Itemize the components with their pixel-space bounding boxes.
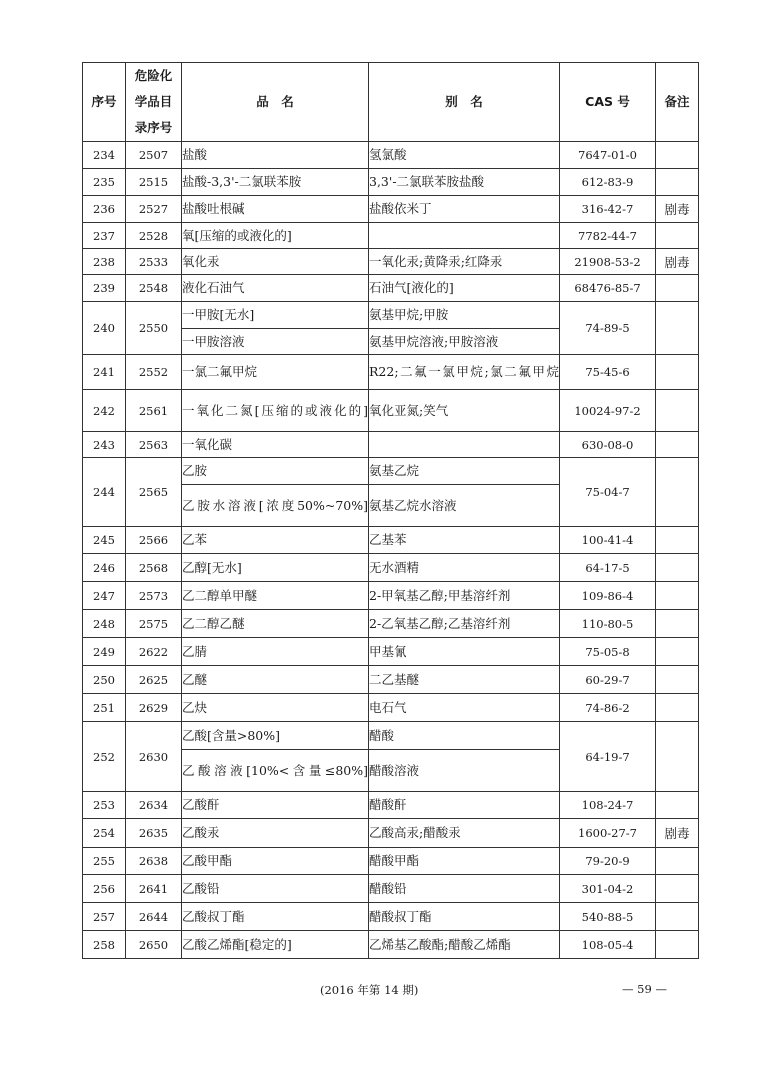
- alias-cell: 醋酸铅: [369, 875, 560, 903]
- header-catalog-line: 录序号: [134, 120, 173, 135]
- cas-cell: 316-42-7: [560, 196, 656, 223]
- note-cell: 剧毒: [656, 196, 699, 223]
- note-cell: [656, 610, 699, 638]
- note-cell: 剧毒: [656, 249, 699, 275]
- seq-cell: 257: [83, 903, 126, 931]
- alias-cell: 氨基甲烷溶液;甲胺溶液: [369, 329, 560, 355]
- alias-cell: 乙酸高汞;醋酸汞: [369, 819, 560, 848]
- name-cell: 盐酸-3,3'-二氯联苯胺: [182, 169, 369, 196]
- name-cell: 一氧化碳: [182, 432, 369, 458]
- name-cell: 乙酸酐: [182, 792, 369, 819]
- cas-cell: 108-24-7: [560, 792, 656, 819]
- alias-cell: 乙基苯: [369, 527, 560, 554]
- catalog-cell: 2533: [126, 249, 182, 275]
- table-row: [83, 554, 699, 582]
- note-cell: [656, 390, 699, 432]
- seq-cell: 237: [83, 223, 126, 249]
- table-row: [83, 931, 699, 959]
- table-row: [83, 666, 699, 694]
- alias-cell: 一氧化汞;黄降汞;红降汞: [369, 249, 560, 275]
- seq-cell: 243: [83, 432, 126, 458]
- alias-cell: 醋酸叔丁酯: [369, 903, 560, 931]
- note-cell: [656, 142, 699, 169]
- name-cell: 乙苯: [182, 527, 369, 554]
- alias-cell: 电石气: [369, 694, 560, 722]
- note-cell: [656, 638, 699, 666]
- alias-cell: [369, 432, 560, 458]
- table-row: [83, 792, 699, 819]
- name-cell: 乙酸乙烯酯[稳定的]: [182, 931, 369, 959]
- cas-cell: 301-04-2: [560, 875, 656, 903]
- cas-cell: 110-80-5: [560, 610, 656, 638]
- alias-cell: 3,3'-二氯联苯胺盐酸: [369, 169, 560, 196]
- alias-cell: 氨基甲烷;甲胺: [369, 302, 560, 329]
- alias-cell: [369, 223, 560, 249]
- cas-cell: 75-45-6: [560, 355, 656, 390]
- cas-cell: 75-04-7: [560, 458, 656, 527]
- seq-cell: 238: [83, 249, 126, 275]
- name-cell: 一甲胺溶液: [182, 329, 369, 355]
- seq-cell: 255: [83, 848, 126, 875]
- catalog-cell: 2575: [126, 610, 182, 638]
- seq-cell: 256: [83, 875, 126, 903]
- note-cell: [656, 792, 699, 819]
- name-cell: 一氧化二氮[压缩的或液化的]: [182, 390, 369, 432]
- note-cell: [656, 694, 699, 722]
- table-row: [83, 432, 699, 458]
- issue-label: (2016 年第 14 期): [320, 983, 419, 997]
- seq-cell: 245: [83, 527, 126, 554]
- cas-cell: 79-20-9: [560, 848, 656, 875]
- alias-cell: 石油气[液化的]: [369, 275, 560, 302]
- table-row: [83, 196, 699, 223]
- note-cell: [656, 554, 699, 582]
- alias-cell: 二乙基醚: [369, 666, 560, 694]
- seq-cell: 247: [83, 582, 126, 610]
- name-cell: 乙酸铅: [182, 875, 369, 903]
- catalog-cell: 2568: [126, 554, 182, 582]
- header-catalog-line: 危险化: [134, 68, 173, 83]
- catalog-cell: 2507: [126, 142, 182, 169]
- table-row: [83, 390, 699, 432]
- name-cell: 一甲胺[无水]: [182, 302, 369, 329]
- note-cell: [656, 432, 699, 458]
- seq-cell: 249: [83, 638, 126, 666]
- name-cell: 乙二醇单甲醚: [182, 582, 369, 610]
- catalog-cell: 2630: [126, 722, 182, 792]
- table-row: [83, 638, 699, 666]
- chemicals-table: [82, 62, 699, 959]
- note-cell: [656, 666, 699, 694]
- alias-cell: 2-乙氧基乙醇;乙基溶纤剂: [369, 610, 560, 638]
- table-row: [83, 875, 699, 903]
- alias-cell: 氨基乙烷: [369, 458, 560, 485]
- cas-cell: 612-83-9: [560, 169, 656, 196]
- seq-cell: 248: [83, 610, 126, 638]
- catalog-cell: 2548: [126, 275, 182, 302]
- catalog-cell: 2550: [126, 302, 182, 355]
- name-cell: 乙腈: [182, 638, 369, 666]
- cas-cell: 75-05-8: [560, 638, 656, 666]
- name-cell: 乙胺水溶液[浓度50%~70%]: [182, 485, 369, 527]
- table-row: [83, 694, 699, 722]
- note-cell: 剧毒: [656, 819, 699, 848]
- catalog-cell: 2561: [126, 390, 182, 432]
- name-cell: 液化石油气: [182, 275, 369, 302]
- alias-cell: 甲基氰: [369, 638, 560, 666]
- name-cell: 盐酸: [182, 142, 369, 169]
- cas-cell: 100-41-4: [560, 527, 656, 554]
- name-cell: 一氯二氟甲烷: [182, 355, 369, 390]
- seq-cell: 236: [83, 196, 126, 223]
- note-cell: [656, 931, 699, 959]
- cas-cell: 540-88-5: [560, 903, 656, 931]
- name-cell: 盐酸吐根碱: [182, 196, 369, 223]
- table-row: [83, 582, 699, 610]
- cas-cell: 64-19-7: [560, 722, 656, 792]
- catalog-cell: 2515: [126, 169, 182, 196]
- table-row: [83, 722, 699, 750]
- seq-cell: 258: [83, 931, 126, 959]
- name-cell: 乙酸汞: [182, 819, 369, 848]
- header-alias: 别 名: [369, 63, 560, 142]
- name-cell: 乙酸溶液[10%<含量≤80%]: [182, 750, 369, 792]
- note-cell: [656, 875, 699, 903]
- catalog-cell: 2566: [126, 527, 182, 554]
- seq-cell: 234: [83, 142, 126, 169]
- note-cell: [656, 582, 699, 610]
- cas-cell: 74-89-5: [560, 302, 656, 355]
- header-catalog-no: [126, 63, 182, 142]
- catalog-cell: 2625: [126, 666, 182, 694]
- note-cell: [656, 722, 699, 792]
- cas-cell: 74-86-2: [560, 694, 656, 722]
- table-row: [83, 848, 699, 875]
- cas-cell: 108-05-4: [560, 931, 656, 959]
- alias-cell: 氢氯酸: [369, 142, 560, 169]
- header-name: 品 名: [182, 63, 369, 142]
- table-row: [83, 249, 699, 275]
- seq-cell: 251: [83, 694, 126, 722]
- table-row: [83, 275, 699, 302]
- table-row: [83, 527, 699, 554]
- note-cell: [656, 458, 699, 527]
- catalog-cell: 2573: [126, 582, 182, 610]
- note-cell: [656, 903, 699, 931]
- name-cell: 乙二醇乙醚: [182, 610, 369, 638]
- cas-cell: 64-17-5: [560, 554, 656, 582]
- note-cell: [656, 527, 699, 554]
- table-row: [83, 302, 699, 329]
- catalog-cell: 2552: [126, 355, 182, 390]
- alias-cell: 醋酸酐: [369, 792, 560, 819]
- name-cell: 乙醚: [182, 666, 369, 694]
- cas-cell: 7647-01-0: [560, 142, 656, 169]
- note-cell: [656, 302, 699, 355]
- note-cell: [656, 848, 699, 875]
- table-row: [83, 355, 699, 390]
- table-row: [83, 142, 699, 169]
- note-cell: [656, 275, 699, 302]
- name-cell: 乙醇[无水]: [182, 554, 369, 582]
- cas-cell: 68476-85-7: [560, 275, 656, 302]
- catalog-cell: 2629: [126, 694, 182, 722]
- catalog-cell: 2528: [126, 223, 182, 249]
- catalog-cell: 2641: [126, 875, 182, 903]
- alias-cell: 醋酸溶液: [369, 750, 560, 792]
- note-cell: [656, 223, 699, 249]
- seq-cell: 246: [83, 554, 126, 582]
- seq-cell: 254: [83, 819, 126, 848]
- note-cell: [656, 355, 699, 390]
- table-row: [83, 903, 699, 931]
- page-number: — 59 —: [622, 982, 667, 996]
- catalog-cell: 2650: [126, 931, 182, 959]
- header-note: 备注: [656, 63, 699, 142]
- cas-cell: 1600-27-7: [560, 819, 656, 848]
- catalog-cell: 2622: [126, 638, 182, 666]
- name-cell: 乙酸叔丁酯: [182, 903, 369, 931]
- alias-cell: 醋酸: [369, 722, 560, 750]
- seq-cell: 242: [83, 390, 126, 432]
- cas-cell: 630-08-0: [560, 432, 656, 458]
- seq-cell: 239: [83, 275, 126, 302]
- alias-cell: 2-甲氧基乙醇;甲基溶纤剂: [369, 582, 560, 610]
- name-cell: 氧[压缩的或液化的]: [182, 223, 369, 249]
- header-seq: 序号: [83, 63, 126, 142]
- cas-cell: 60-29-7: [560, 666, 656, 694]
- catalog-cell: 2527: [126, 196, 182, 223]
- alias-cell: 氧化亚氮;笑气: [369, 390, 560, 432]
- table-row: [83, 223, 699, 249]
- table-row: [83, 458, 699, 485]
- seq-cell: 244: [83, 458, 126, 527]
- catalog-cell: 2644: [126, 903, 182, 931]
- alias-cell: 醋酸甲酯: [369, 848, 560, 875]
- header-catalog-line: 学品目: [134, 94, 173, 109]
- cas-cell: 109-86-4: [560, 582, 656, 610]
- seq-cell: 240: [83, 302, 126, 355]
- alias-cell: 无水酒精: [369, 554, 560, 582]
- name-cell: 乙胺: [182, 458, 369, 485]
- header-cas: CAS 号: [560, 63, 656, 142]
- name-cell: 乙酸[含量>80%]: [182, 722, 369, 750]
- note-cell: [656, 169, 699, 196]
- table-row: [83, 610, 699, 638]
- seq-cell: 253: [83, 792, 126, 819]
- seq-cell: 241: [83, 355, 126, 390]
- alias-cell: 氨基乙烷水溶液: [369, 485, 560, 527]
- catalog-cell: 2563: [126, 432, 182, 458]
- alias-cell: R22;二氟一氯甲烷;氯二氟甲烷: [369, 355, 560, 390]
- cas-cell: 10024-97-2: [560, 390, 656, 432]
- alias-cell: 盐酸依米丁: [369, 196, 560, 223]
- seq-cell: 235: [83, 169, 126, 196]
- header-row: [83, 63, 699, 142]
- seq-cell: 250: [83, 666, 126, 694]
- catalog-cell: 2565: [126, 458, 182, 527]
- name-cell: 乙炔: [182, 694, 369, 722]
- catalog-cell: 2635: [126, 819, 182, 848]
- table-row: [83, 169, 699, 196]
- catalog-cell: 2634: [126, 792, 182, 819]
- name-cell: 乙酸甲酯: [182, 848, 369, 875]
- catalog-cell: 2638: [126, 848, 182, 875]
- table-row: [83, 819, 699, 848]
- alias-cell: 乙烯基乙酸酯;醋酸乙烯酯: [369, 931, 560, 959]
- name-cell: 氧化汞: [182, 249, 369, 275]
- cas-cell: 21908-53-2: [560, 249, 656, 275]
- seq-cell: 252: [83, 722, 126, 792]
- cas-cell: 7782-44-7: [560, 223, 656, 249]
